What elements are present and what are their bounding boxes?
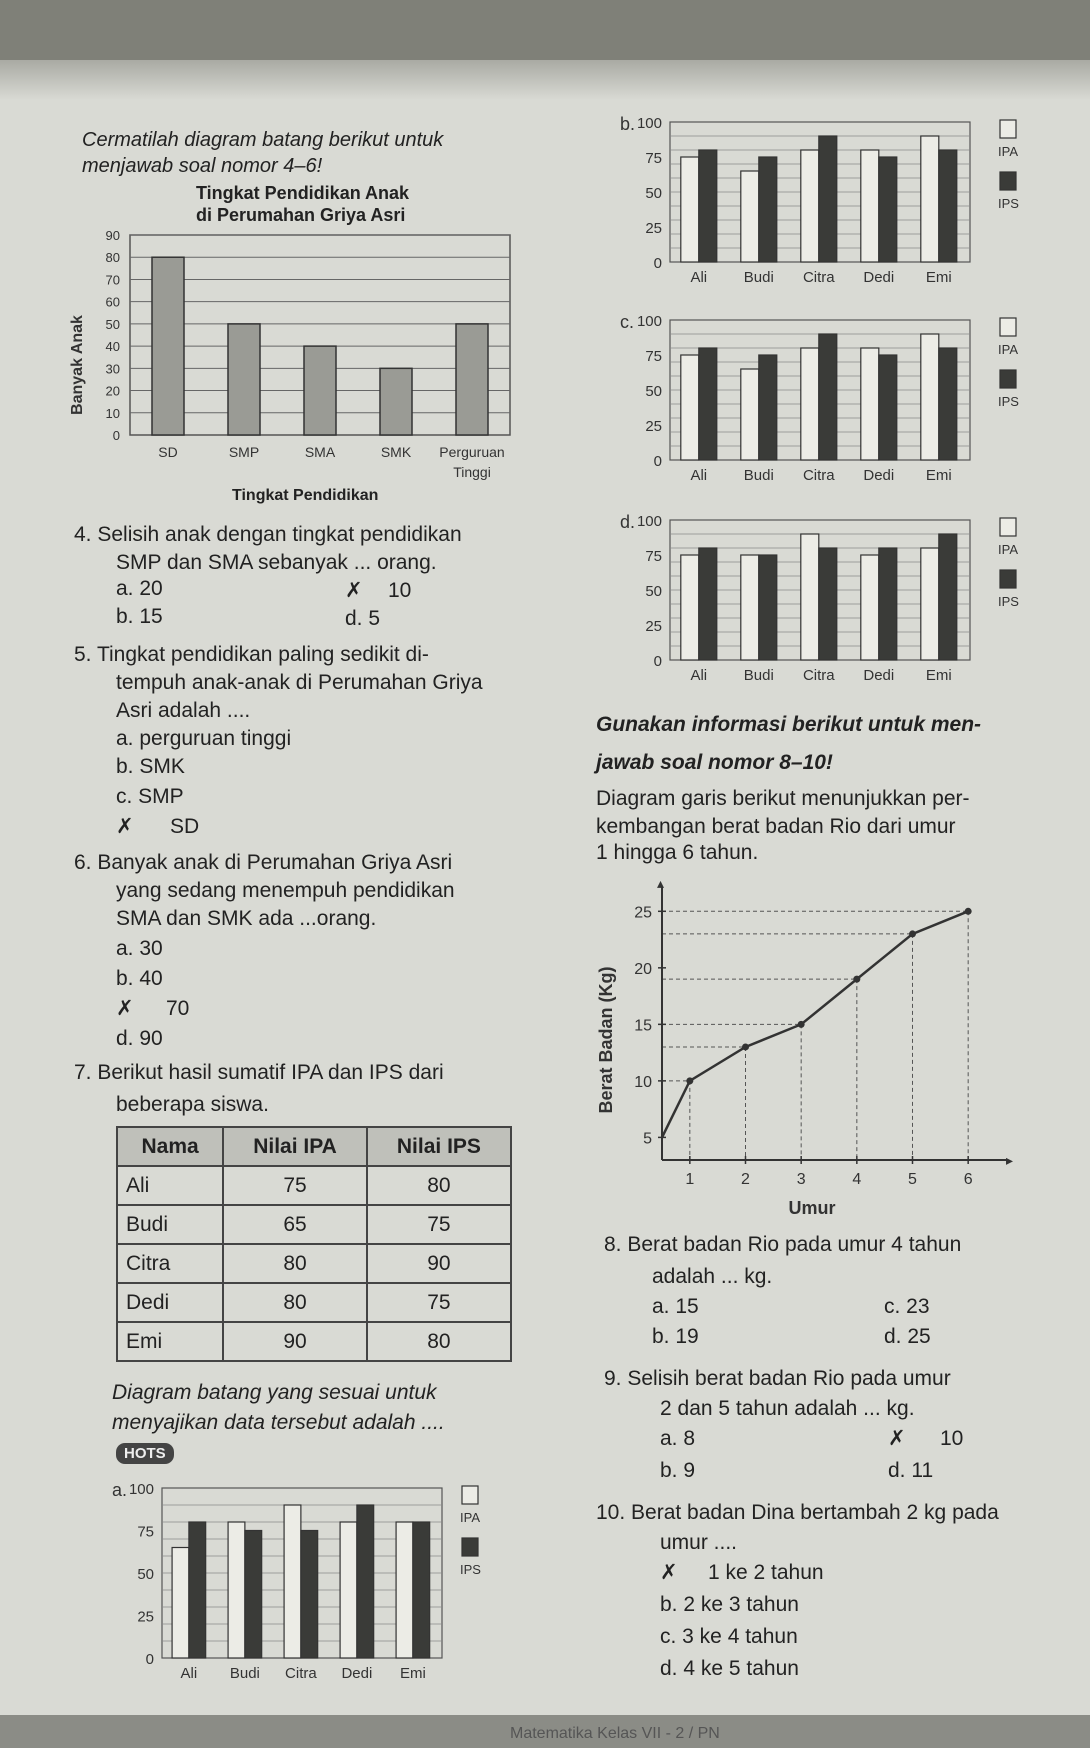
line-chart-x-tick-label: 3 [796, 1171, 806, 1188]
option-bar-ips [939, 534, 957, 660]
option-bar-ips [357, 1505, 374, 1658]
chart1-x-tick-label: SD [158, 444, 178, 460]
chart1-y-tick-label: 10 [105, 405, 120, 421]
intro2-line-5: 1 hingga 6 tahun. [596, 841, 759, 864]
table-row [117, 1166, 511, 1205]
table-cell: Emi [117, 1322, 223, 1361]
score-table [116, 1126, 512, 1362]
chart1-y-tick-label: 50 [105, 316, 120, 332]
option-bar-ips [819, 136, 837, 262]
line-chart-point [853, 976, 860, 983]
x-axis-arrow-icon: ▸ [1006, 1152, 1014, 1168]
table-header-name: Nama [117, 1127, 223, 1166]
option-y-tick-label: 25 [645, 418, 662, 435]
table-cell: 80 [367, 1322, 511, 1361]
chart1-x-axis-label: Tingkat Pendidikan [232, 487, 379, 504]
option-x-tick-label: Dedi [863, 269, 895, 286]
option-y-tick-label: 25 [645, 618, 662, 635]
option-y-tick-label: 50 [645, 583, 662, 600]
intro2-line-1: Gunakan informasi berikut untuk men- [596, 713, 982, 736]
line-chart-point [965, 908, 972, 915]
chart1-y-tick-label: 70 [105, 272, 120, 288]
option-x-tick-label: Budi [743, 269, 774, 286]
q6-option-b[interactable]: b. 40 [116, 967, 163, 990]
q7-text-4: menyajikan data tersebut adalah .... [112, 1411, 445, 1434]
chart1-bar [380, 368, 412, 435]
q8-option-d[interactable]: d. 25 [884, 1325, 931, 1348]
chart1-y-tick-label: 30 [105, 361, 120, 377]
table-cell: 75 [367, 1283, 511, 1322]
q9-option-b[interactable]: b. 9 [660, 1459, 696, 1482]
q4-option-d[interactable]: d. 5 [345, 607, 381, 630]
option-x-tick-label: Budi [743, 667, 774, 684]
table-row [117, 1283, 511, 1322]
legend-ips-swatch [462, 1538, 478, 1556]
line-chart-x-axis-label: Umur [788, 1198, 836, 1218]
q7-text-2: beberapa siswa. [116, 1093, 269, 1116]
line-chart-x-tick-label: 6 [963, 1171, 973, 1188]
option-y-tick-label: 25 [645, 220, 662, 237]
option-x-tick-label: Budi [743, 467, 774, 484]
option-bar-ipa [801, 348, 819, 460]
option-y-tick-label: 50 [645, 185, 662, 202]
line-chart-point [686, 1077, 693, 1084]
option-y-tick-label: 75 [645, 150, 662, 167]
q8-text-2: adalah ... kg. [652, 1265, 773, 1288]
q7-text-1: 7. Berikut hasil sumatif IPA dan IPS dari [74, 1061, 444, 1084]
option-bar-ips [301, 1531, 318, 1659]
option-y-tick-label: 100 [636, 313, 662, 330]
option-bar-ips [819, 334, 837, 460]
table-row [117, 1322, 511, 1361]
option-y-tick-label: 75 [137, 1523, 154, 1541]
option-bar-ips [939, 150, 957, 262]
q5-option-b[interactable]: b. SMK [116, 755, 185, 778]
option-bar-ips [879, 157, 897, 262]
q10-option-c[interactable]: c. 3 ke 4 tahun [660, 1625, 798, 1648]
table-header-ips: Nilai IPS [367, 1127, 511, 1166]
option-bar-ips [699, 548, 717, 660]
intro-line-1: Cermatilah diagram batang berikut untuk [82, 129, 444, 151]
intro2-line-3: Diagram garis berikut menunjukkan per- [596, 787, 970, 810]
option-x-tick-label: Dedi [863, 467, 895, 484]
option-bar-ipa [681, 355, 699, 460]
option-letter: c. [620, 312, 635, 332]
chart1-bar [152, 257, 184, 435]
legend-ipa-swatch [1000, 318, 1016, 336]
option-bar-ips [759, 355, 777, 460]
option-bar-ips [245, 1531, 262, 1659]
q4-text-1: 4. Selisih anak dengan tingkat pendidikan [74, 523, 462, 546]
intro2-line-4: kembangan berat badan Rio dari umur [596, 815, 956, 838]
option-bar-ipa [801, 150, 819, 262]
table-cell: 80 [367, 1166, 511, 1205]
chart1-y-axis-label: Banyak Anak [69, 315, 86, 415]
option-bar-ipa [284, 1505, 301, 1658]
option-bar-ipa [228, 1522, 245, 1658]
option-x-tick-label: Emi [925, 467, 952, 484]
table-cell: 75 [367, 1205, 511, 1244]
chart1-y-tick-label: 0 [112, 428, 120, 443]
q8-option-c[interactable]: c. 23 [884, 1295, 930, 1318]
option-y-tick-label: 75 [645, 548, 662, 565]
option-bar-ipa [172, 1548, 189, 1659]
option-bar-ipa [921, 136, 939, 262]
q9-cross-mark: ✗ [888, 1427, 906, 1450]
option-bar-ipa [861, 150, 879, 262]
q6-option-c[interactable]: 70 [166, 997, 190, 1020]
legend-ips-swatch [1000, 570, 1016, 588]
q8-option-a[interactable]: a. 15 [652, 1295, 699, 1318]
option-x-tick-label: Ali [180, 1665, 198, 1682]
option-bar-ips [699, 150, 717, 262]
q5-text-1: 5. Tingkat pendidikan paling sedikit di- [74, 643, 429, 666]
legend-ips-label: IPS [460, 1562, 481, 1577]
option-x-tick-label: Emi [925, 269, 952, 286]
q6-text-2: yang sedang menempuh pendidikan [116, 879, 455, 902]
option-bar-ipa [340, 1522, 357, 1658]
option-bar-ipa [861, 555, 879, 660]
q4-option-b[interactable]: b. 15 [116, 605, 163, 628]
q9-text-2: 2 dan 5 tahun adalah ... kg. [660, 1397, 915, 1420]
option-bar-ips [819, 548, 837, 660]
q4-cross-mark: ✗ [345, 579, 363, 602]
line-chart-point [798, 1021, 805, 1028]
option-b-chart [620, 112, 1040, 302]
chart1-x-tick-label: Perguruan [439, 444, 505, 460]
chart1-bar [228, 324, 260, 435]
hots-badge: HOTS [116, 1443, 174, 1464]
option-y-tick-label: 100 [636, 115, 662, 132]
q10-option-d[interactable]: d. 4 ke 5 tahun [660, 1657, 799, 1680]
option-letter: b. [620, 114, 636, 134]
chart1-x-tick-label: SMP [228, 444, 260, 460]
option-bar-ipa [921, 548, 939, 660]
option-bar-ips [939, 348, 957, 460]
option-bar-ips [759, 157, 777, 262]
option-x-tick-label: Emi [399, 1665, 426, 1682]
chart1-y-tick-label: 40 [105, 339, 120, 355]
option-x-tick-label: Dedi [863, 667, 895, 684]
option-bar-ips [413, 1522, 430, 1658]
legend-ips-label: IPS [998, 196, 1019, 211]
table-row [117, 1244, 511, 1283]
chart1-y-tick-label: 20 [105, 383, 120, 399]
table-header-row [117, 1127, 511, 1166]
table-cell: 90 [367, 1244, 511, 1283]
legend-ipa-label: IPA [460, 1510, 480, 1525]
line-chart-y-axis-label: Berat Badan (Kg) [596, 966, 616, 1114]
q5-option-d[interactable]: SD [170, 815, 200, 838]
line-chart-point [909, 930, 916, 937]
q4-text-2: SMP dan SMA sebanyak ... orang. [116, 551, 437, 574]
option-bar-ips [879, 355, 897, 460]
q9-option-a[interactable]: a. 8 [660, 1427, 696, 1450]
option-a-chart [112, 1478, 492, 1698]
option-bar-ipa [801, 534, 819, 660]
legend-ips-swatch [1000, 172, 1016, 190]
q5-option-a[interactable]: a. perguruan tinggi [116, 727, 292, 750]
option-y-tick-label: 0 [145, 1651, 154, 1668]
weight-line-chart [596, 875, 1016, 1230]
q6-text-1: 6. Banyak anak di Perumahan Griya Asri [74, 851, 453, 874]
legend-ips-label: IPS [998, 394, 1019, 409]
line-chart-y-tick-label: 10 [634, 1073, 652, 1091]
q10-option-b[interactable]: b. 2 ke 3 tahun [660, 1593, 799, 1616]
line-chart-x-tick-label: 4 [852, 1171, 862, 1188]
option-y-tick-label: 100 [128, 1481, 154, 1498]
legend-ips-label: IPS [998, 594, 1019, 609]
q5-cross-mark: ✗ [116, 815, 134, 838]
page-edge-shadow [0, 60, 1090, 100]
option-x-tick-label: Ali [690, 667, 708, 684]
chart1-x-tick-label: SMK [380, 444, 412, 460]
option-bar-ips [699, 348, 717, 460]
y-axis-arrow-icon: ▴ [657, 875, 665, 891]
chart1-title-line2: di Perumahan Griya Asri [196, 205, 406, 225]
q7-text-3: Diagram batang yang sesuai untuk [112, 1381, 437, 1404]
option-x-tick-label: Emi [925, 667, 952, 684]
q10-option-a[interactable]: 1 ke 2 tahun [708, 1561, 824, 1584]
q5-option-c[interactable]: c. SMP [116, 785, 184, 808]
option-bar-ipa [861, 348, 879, 460]
option-y-tick-label: 50 [645, 383, 662, 400]
q10-cross-mark: ✗ [660, 1561, 678, 1584]
q6-cross-mark: ✗ [116, 997, 134, 1020]
line-chart-x-tick-label: 5 [908, 1171, 917, 1188]
option-c-chart [620, 310, 1040, 500]
q4-option-a[interactable]: a. 20 [116, 577, 163, 600]
q5-text-3: Asri adalah .... [116, 699, 251, 722]
option-bar-ipa [741, 171, 759, 262]
option-y-tick-label: 50 [137, 1566, 154, 1583]
chart1-title-line1: Tingkat Pendidikan Anak [196, 183, 410, 203]
option-letter: a. [112, 1480, 128, 1500]
chart1-y-tick-label: 60 [105, 294, 120, 310]
q9-option-c[interactable]: 10 [940, 1427, 964, 1450]
option-x-tick-label: Citra [285, 1665, 317, 1682]
q6-option-a[interactable]: a. 30 [116, 937, 163, 960]
option-bar-ipa [741, 369, 759, 460]
line-chart-point [742, 1043, 749, 1050]
option-bar-ipa [681, 555, 699, 660]
legend-ipa-swatch [1000, 518, 1016, 536]
option-bar-ips [759, 555, 777, 660]
footer-text: Matematika Kelas VII - 2 / PN [510, 1725, 720, 1742]
option-x-tick-label: Citra [802, 667, 835, 684]
option-bar-ips [879, 548, 897, 660]
intro2-line-2: jawab soal nomor 8–10! [596, 751, 833, 774]
table-cell: Citra [117, 1244, 223, 1283]
legend-ipa-swatch [462, 1486, 478, 1504]
q6-option-d[interactable]: d. 90 [116, 1027, 163, 1050]
option-x-tick-label: Dedi [341, 1665, 373, 1682]
line-chart-y-tick-label: 5 [643, 1130, 652, 1148]
table-header-ipa: Nilai IPA [223, 1127, 367, 1166]
q9-option-d[interactable]: d. 11 [888, 1459, 934, 1482]
q5-text-2: tempuh anak-anak di Perumahan Griya [116, 671, 483, 694]
q10-text-2: umur .... [660, 1531, 738, 1554]
table-cell: 80 [223, 1244, 367, 1283]
legend-ipa-swatch [1000, 120, 1016, 138]
option-bar-ipa [921, 334, 939, 460]
table-cell: 75 [223, 1166, 367, 1205]
option-y-tick-label: 0 [653, 255, 662, 272]
option-bar-ipa [681, 157, 699, 262]
option-x-tick-label: Citra [802, 467, 835, 484]
table-cell: Budi [117, 1205, 223, 1244]
q4-option-c[interactable]: 10 [388, 579, 412, 602]
q6-text-3: SMA dan SMK ada ...orang. [116, 907, 377, 930]
legend-ipa-label: IPA [998, 342, 1018, 357]
option-y-tick-label: 0 [653, 453, 662, 470]
option-x-tick-label: Citra [802, 269, 835, 286]
legend-ips-swatch [1000, 370, 1016, 388]
table-cell: 65 [223, 1205, 367, 1244]
option-bar-ipa [741, 555, 759, 660]
q8-option-b[interactable]: b. 19 [652, 1325, 699, 1348]
option-y-tick-label: 25 [137, 1608, 154, 1626]
chart1-y-tick-label: 80 [105, 250, 120, 266]
chart1-bar [304, 346, 336, 435]
chart1-x-tick-label: SMA [304, 444, 336, 460]
option-y-tick-label: 100 [636, 513, 662, 530]
option-x-tick-label: Ali [690, 269, 708, 286]
q8-text-1: 8. Berat badan Rio pada umur 4 tahun [604, 1233, 962, 1256]
option-d-chart [620, 510, 1040, 700]
intro-line-2: menjawab soal nomor 4–6! [82, 155, 323, 177]
line-chart-y-tick-label: 25 [634, 904, 652, 922]
table-cell: Ali [117, 1166, 223, 1205]
chart1-bar [456, 324, 488, 435]
line-chart-y-tick-label: 15 [634, 1017, 652, 1035]
table-row [117, 1205, 511, 1244]
table-cell: 80 [223, 1283, 367, 1322]
table-cell: 90 [223, 1322, 367, 1361]
q10-text-1: 10. Berat badan Dina bertambah 2 kg pada [596, 1501, 999, 1524]
legend-ipa-label: IPA [998, 542, 1018, 557]
option-y-tick-label: 0 [653, 653, 662, 670]
option-letter: d. [620, 512, 636, 532]
option-x-tick-label: Ali [690, 467, 708, 484]
q9-text-1: 9. Selisih berat badan Rio pada umur [604, 1367, 951, 1390]
line-chart-y-tick-label: 20 [634, 960, 652, 978]
option-bar-ips [189, 1522, 206, 1658]
page-footer [0, 1715, 1090, 1748]
chart1-y-tick-label: 90 [105, 228, 120, 243]
option-x-tick-label: Budi [229, 1665, 260, 1682]
chart1-x-tick-label: Tinggi [453, 464, 491, 480]
option-bar-ipa [396, 1522, 413, 1658]
legend-ipa-label: IPA [998, 144, 1018, 159]
option-y-tick-label: 75 [645, 348, 662, 365]
chart-education-level [60, 225, 580, 485]
line-chart-x-tick-label: 1 [685, 1171, 695, 1188]
line-chart-x-tick-label: 2 [741, 1171, 750, 1188]
table-cell: Dedi [117, 1283, 223, 1322]
